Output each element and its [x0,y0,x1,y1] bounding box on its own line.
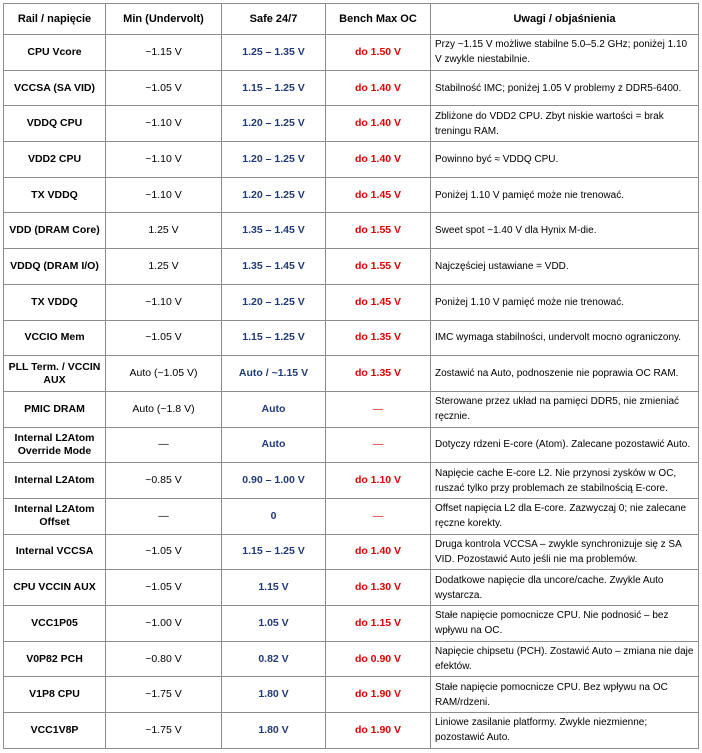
min-cell: ~1.10 V [106,284,222,320]
table-row [4,570,699,606]
table-row [4,713,699,749]
note-cell: Poniżej 1.10 V pamięć może nie trenować. [431,284,699,320]
rail-cell: VDD2 CPU [4,142,106,178]
rail-cell: Internal L2Atom Override Mode [4,427,106,463]
note-cell: Napięcie chipsetu (PCH). Zostawić Auto – zmiana nie daje efektów. [431,641,699,677]
safe-cell: 1.15 – 1.25 V [222,320,326,356]
table-row [4,70,699,106]
min-cell: ~1.15 V [106,35,222,71]
note-cell: Przy ~1.15 V możliwe stabilne 5.0–5.2 GHz; poniżej 1.10 V zwykle niestabilnie. [431,35,699,71]
table-row [4,534,699,570]
note-cell: Sweet spot ~1.40 V dla Hynix M-die. [431,213,699,249]
oc-cell: do 1.40 V [326,70,431,106]
min-cell: Auto (~1.8 V) [106,391,222,427]
oc-cell: do 1.90 V [326,677,431,713]
oc-cell: do 1.10 V [326,463,431,499]
min-cell: 1.25 V [106,249,222,285]
rail-cell: VCC1V8P [4,713,106,749]
table-body [4,35,699,749]
min-cell: ~0.85 V [106,463,222,499]
min-cell: ~1.00 V [106,606,222,642]
header-safe: Safe 24/7 [222,4,326,35]
note-cell: Druga kontrola VCCSA – zwykle synchronizuje się z SA VID. Pozostawić Auto jeśli nie ma problemów. [431,534,699,570]
oc-cell: — [326,498,431,534]
note-cell: Zostawić na Auto, podnoszenie nie poprawia OC RAM. [431,356,699,392]
min-cell: ~1.10 V [106,106,222,142]
oc-cell: do 1.35 V [326,320,431,356]
note-cell: IMC wymaga stabilności, undervolt mocno ograniczony. [431,320,699,356]
oc-cell: do 1.45 V [326,177,431,213]
rail-cell: Internal VCCSA [4,534,106,570]
safe-cell: 0 [222,498,326,534]
safe-cell: Auto [222,427,326,463]
table-header-row [4,4,699,35]
note-cell: Stałe napięcie pomocnicze CPU. Bez wpływu na OC RAM/rdzeni. [431,677,699,713]
min-cell: ~1.05 V [106,70,222,106]
rail-cell: VCCIO Mem [4,320,106,356]
rail-cell: V0P82 PCH [4,641,106,677]
table-row [4,391,699,427]
safe-cell: Auto / ~1.15 V [222,356,326,392]
min-cell: ~1.10 V [106,142,222,178]
safe-cell: 1.80 V [222,677,326,713]
oc-cell: do 1.55 V [326,249,431,285]
note-cell: Dotyczy rdzeni E-core (Atom). Zalecane pozostawić Auto. [431,427,699,463]
min-cell: — [106,427,222,463]
table-row [4,249,699,285]
table-row [4,213,699,249]
table-row [4,641,699,677]
oc-cell: do 1.90 V [326,713,431,749]
oc-cell: — [326,391,431,427]
note-cell: Dodatkowe napięcie dla uncore/cache. Zwykle Auto wystarcza. [431,570,699,606]
safe-cell: 0.82 V [222,641,326,677]
note-cell: Offset napięcia L2 dla E-core. Zazwyczaj 0; nie zalecane ręczne korekty. [431,498,699,534]
rail-cell: TX VDDQ [4,177,106,213]
min-cell: ~0.80 V [106,641,222,677]
table-row [4,606,699,642]
safe-cell: 1.25 – 1.35 V [222,35,326,71]
note-cell: Poniżej 1.10 V pamięć może nie trenować. [431,177,699,213]
note-cell: Stabilność IMC; poniżej 1.05 V problemy z DDR5-6400. [431,70,699,106]
rail-cell: VCCSA (SA VID) [4,70,106,106]
table-row [4,106,699,142]
safe-cell: 1.20 – 1.25 V [222,106,326,142]
rail-cell: VDD (DRAM Core) [4,213,106,249]
table-row [4,427,699,463]
min-cell: ~1.05 V [106,534,222,570]
note-cell: Najczęściej ustawiane = VDD. [431,249,699,285]
safe-cell: 1.15 V [222,570,326,606]
table-row [4,463,699,499]
oc-cell: do 0.90 V [326,641,431,677]
header-oc: Bench Max OC [326,4,431,35]
rail-cell: Internal L2Atom [4,463,106,499]
oc-cell: do 1.30 V [326,570,431,606]
note-cell: Sterowane przez układ na pamięci DDR5, nie zmieniać ręcznie. [431,391,699,427]
oc-cell: — [326,427,431,463]
rail-cell: TX VDDQ [4,284,106,320]
header-notes: Uwagi / objaśnienia [431,4,699,35]
min-cell: ~1.05 V [106,570,222,606]
rail-cell: VDDQ CPU [4,106,106,142]
header-rail: Rail / napięcie [4,4,106,35]
min-cell: ~1.75 V [106,677,222,713]
note-cell: Zbliżone do VDD2 CPU. Zbyt niskie wartości = brak treningu RAM. [431,106,699,142]
oc-cell: do 1.40 V [326,142,431,178]
note-cell: Napięcie cache E-core L2. Nie przynosi zysków w OC, ruszać tylko przy problemach ze stabilnością E-core. [431,463,699,499]
header-min: Min (Undervolt) [106,4,222,35]
oc-cell: do 1.40 V [326,106,431,142]
safe-cell: 1.80 V [222,713,326,749]
oc-cell: do 1.50 V [326,35,431,71]
safe-cell: 1.35 – 1.45 V [222,213,326,249]
table-row [4,320,699,356]
oc-cell: do 1.15 V [326,606,431,642]
min-cell: Auto (~1.05 V) [106,356,222,392]
safe-cell: Auto [222,391,326,427]
table-row [4,498,699,534]
safe-cell: 1.15 – 1.25 V [222,534,326,570]
note-cell: Liniowe zasilanie platformy. Zwykle niezmienne; pozostawić Auto. [431,713,699,749]
min-cell: 1.25 V [106,213,222,249]
safe-cell: 1.20 – 1.25 V [222,177,326,213]
min-cell: ~1.75 V [106,713,222,749]
rail-cell: CPU VCCIN AUX [4,570,106,606]
table-row [4,356,699,392]
safe-cell: 1.15 – 1.25 V [222,70,326,106]
table-row [4,35,699,71]
rail-cell: V1P8 CPU [4,677,106,713]
rail-cell: VDDQ (DRAM I/O) [4,249,106,285]
table-row [4,177,699,213]
oc-cell: do 1.55 V [326,213,431,249]
oc-cell: do 1.45 V [326,284,431,320]
voltage-table [3,3,699,749]
oc-cell: do 1.35 V [326,356,431,392]
table-row [4,284,699,320]
rail-cell: PLL Term. / VCCIN AUX [4,356,106,392]
rail-cell: VCC1P05 [4,606,106,642]
oc-cell: do 1.40 V [326,534,431,570]
rail-cell: Internal L2Atom Offset [4,498,106,534]
min-cell: — [106,498,222,534]
min-cell: ~1.10 V [106,177,222,213]
safe-cell: 0.90 – 1.00 V [222,463,326,499]
safe-cell: 1.35 – 1.45 V [222,249,326,285]
min-cell: ~1.05 V [106,320,222,356]
safe-cell: 1.05 V [222,606,326,642]
note-cell: Stałe napięcie pomocnicze CPU. Nie podnosić – bez wpływu na OC. [431,606,699,642]
table-row [4,142,699,178]
rail-cell: CPU Vcore [4,35,106,71]
safe-cell: 1.20 – 1.25 V [222,142,326,178]
safe-cell: 1.20 – 1.25 V [222,284,326,320]
note-cell: Powinno być ≈ VDDQ CPU. [431,142,699,178]
table-row [4,677,699,713]
rail-cell: PMIC DRAM [4,391,106,427]
